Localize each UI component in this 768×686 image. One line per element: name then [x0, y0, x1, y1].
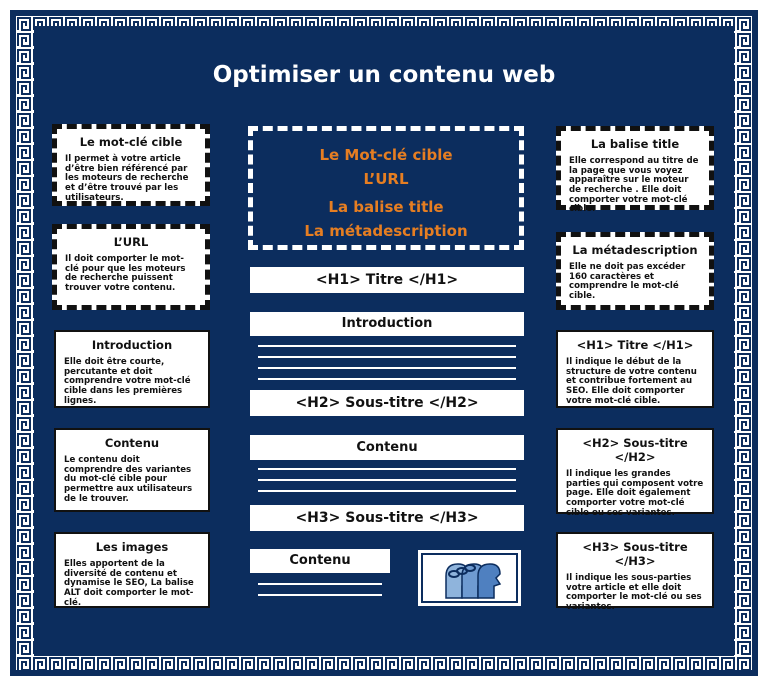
text-line [258, 345, 516, 347]
card-title: Le mot-clé cible [79, 135, 183, 149]
text-line [258, 583, 382, 585]
bar-introduction: Introduction [250, 312, 524, 336]
page-title: Optimiser un contenu web [212, 62, 556, 88]
keyword-item: La métadescription [304, 222, 468, 240]
card-text: Il permet à votre article d’être bien référencé par les moteurs de recherche et d’être trouvé par les utilisateurs. [65, 154, 189, 203]
card-title: Introduction [91, 338, 173, 352]
card-text: Elle correspond au titre de la page que vous voyez apparaître sur le moteur de recherche . Elle doit comporter votre mot-clé cible. [569, 156, 699, 215]
card-h1 [556, 330, 714, 408]
keyword-item: La balise title [328, 198, 444, 216]
text-line [258, 490, 516, 492]
card-title: <H3> Sous-titre </H3> [582, 540, 688, 568]
bar-contenu: Contenu [250, 435, 524, 460]
card-balise-title [556, 126, 714, 215]
text-line [258, 356, 516, 358]
bar-h3: <H3> Sous-titre </H3> [250, 505, 524, 531]
card-images [54, 532, 210, 608]
card-text: Il indique le début de la structure de votre contenu et contribue fortement au SEO. Elle doit comporter votre mot-clé cible. [566, 357, 697, 406]
card-text: Elles apportent de la diversité de contenu et dynamise le SEO, La balise ALT doit comporter le mot-clé. [64, 559, 194, 608]
card-text: Elle doit être courte, percutante et doit comprendre votre mot-clé cible dans les premières lignes. [64, 357, 191, 406]
card-text: Il indique les grandes parties qui composent votre page. Elle doit également comporter votre mot-clé cible ou ses variantes. [566, 469, 704, 518]
card-text: Elle ne doit pas excéder 160 caractères et comprendre le mot-clé cible. [569, 262, 686, 301]
card-title: Contenu [104, 436, 160, 450]
card-introduction [54, 330, 210, 408]
card-h3 [556, 532, 714, 612]
card-title: Les images [95, 540, 169, 554]
card-title: La balise title [590, 137, 680, 151]
card-h2 [556, 428, 714, 518]
card-contenu [54, 428, 210, 512]
card-text: Le contenu doit comprendre des variantes du mot-clé cible pour permettre aux utilisateurs de le trouver. [64, 455, 193, 504]
card-metadescription [556, 232, 714, 310]
keyword-item: Le Mot-clé cible [319, 146, 453, 164]
card-title: <H2> Sous-titre </H2> [582, 436, 688, 464]
text-line [258, 479, 516, 481]
people-link-illustration-icon [418, 550, 521, 606]
card-title: La métadescription [572, 243, 698, 257]
card-text: Il indique les sous-parties votre article et elle doit comporter le mot-clé ou ses variantes. [566, 573, 702, 612]
keyword-item: L’URL [363, 170, 409, 188]
card-url [52, 224, 210, 310]
card-title: <H1> Titre </H1> [576, 338, 694, 352]
text-line [258, 468, 516, 470]
card-text: Il doit comporter le mot-clé pour que les moteurs de recherche puissent trouver votre contenu. [65, 254, 186, 293]
bar-h1: <H1> Titre </H1> [250, 267, 524, 293]
bar-contenu-small: Contenu [250, 549, 390, 573]
card-mot-cle [52, 124, 210, 206]
card-title: L’URL [113, 235, 149, 249]
text-line [258, 378, 516, 380]
text-line [258, 594, 382, 596]
bar-h2: <H2> Sous-titre </H2> [250, 390, 524, 416]
text-line [258, 367, 516, 369]
keyword-list [248, 126, 524, 250]
